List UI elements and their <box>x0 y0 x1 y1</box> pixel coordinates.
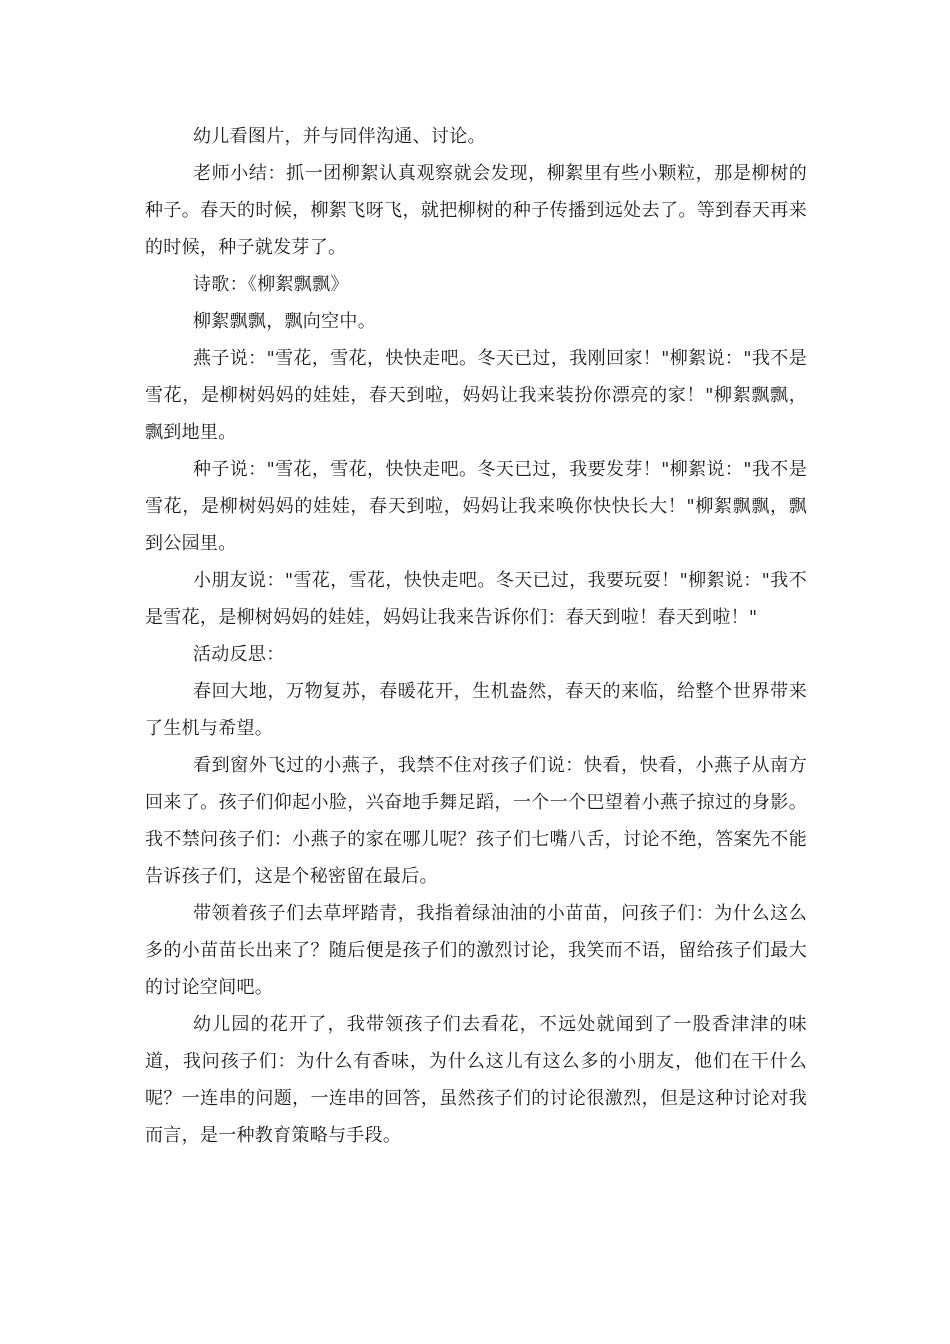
paragraph-spring: 春回大地，万物复苏，春暖花开，生机盎然，春天的来临，给整个世界带来了生机与希望。 <box>145 681 807 739</box>
paragraph-poem-title: 诗歌：《柳絮飘飘》 <box>193 274 349 295</box>
paragraph-reflection-heading: 活动反思： <box>193 644 285 665</box>
paragraph-observe: 幼儿看图片，并与同伴沟通、讨论。 <box>193 126 486 147</box>
paragraph-seed: 种子说："雪花，雪花，快快走吧。冬天已过，我要发芽！"柳絮说："我不是雪花，是柳树妈妈的娃娃，春天到啦，妈妈让我来唤你快快长大！"柳絮飘飘，飘到公园里。 <box>145 459 807 554</box>
paragraph-swallow: 燕子说："雪花，雪花，快快走吧。冬天已过，我刚回家！"柳絮说："我不是雪花，是柳树妈妈的娃娃，春天到啦，妈妈让我来装扮你漂亮的家！"柳絮飘飘，飘到地里。 <box>145 348 807 443</box>
document-body <box>145 118 807 1154</box>
paragraph-children: 小朋友说："雪花，雪花，快快走吧。冬天已过，我要玩耍！"柳絮说："我不是雪花，是柳树妈妈的娃娃，妈妈让我来告诉你们：春天到啦！春天到啦！" <box>145 570 807 628</box>
paragraph-poem-line: 柳絮飘飘，飘向空中。 <box>193 311 376 332</box>
paragraph-lawn: 带领着孩子们去草坪踏青，我指着绿油油的小苗苗，问孩子们：为什么这么多的小苗苗长出来了？随后便是孩子们的激烈讨论，我笑而不语，留给孩子们最大的讨论空间吧。 <box>145 903 807 998</box>
paragraph-teacher-summary: 老师小结：抓一团柳絮认真观察就会发现，柳絮里有些小颗粒，那是柳树的种子。春天的时候，柳絮飞呀飞，就把柳树的种子传播到远处去了。等到春天再来的时候，种子就发芽了。 <box>145 163 807 258</box>
paragraph-flowers: 幼儿园的花开了，我带领孩子们去看花，不远处就闻到了一股香津津的味道，我问孩子们：为什么有香味，为什么这儿有这么多的小朋友，他们在干什么呢？一连串的问题，一连串的回答，虽然孩子们的讨论很激烈，但是这种讨论对我而言，是一种教育策略与手段。 <box>145 1014 807 1146</box>
paragraph-swallow-story: 看到窗外飞过的小燕子，我禁不住对孩子们说：快看，快看，小燕子从南方回来了。孩子们仰起小脸，兴奋地手舞足蹈，一个一个巴望着小燕子掠过的身影。我不禁问孩子们：小燕子的家在哪儿呢？孩子们七嘴八舌，讨论不绝，答案先不能告诉孩子们，这是个秘密留在最后。 <box>145 755 807 887</box>
